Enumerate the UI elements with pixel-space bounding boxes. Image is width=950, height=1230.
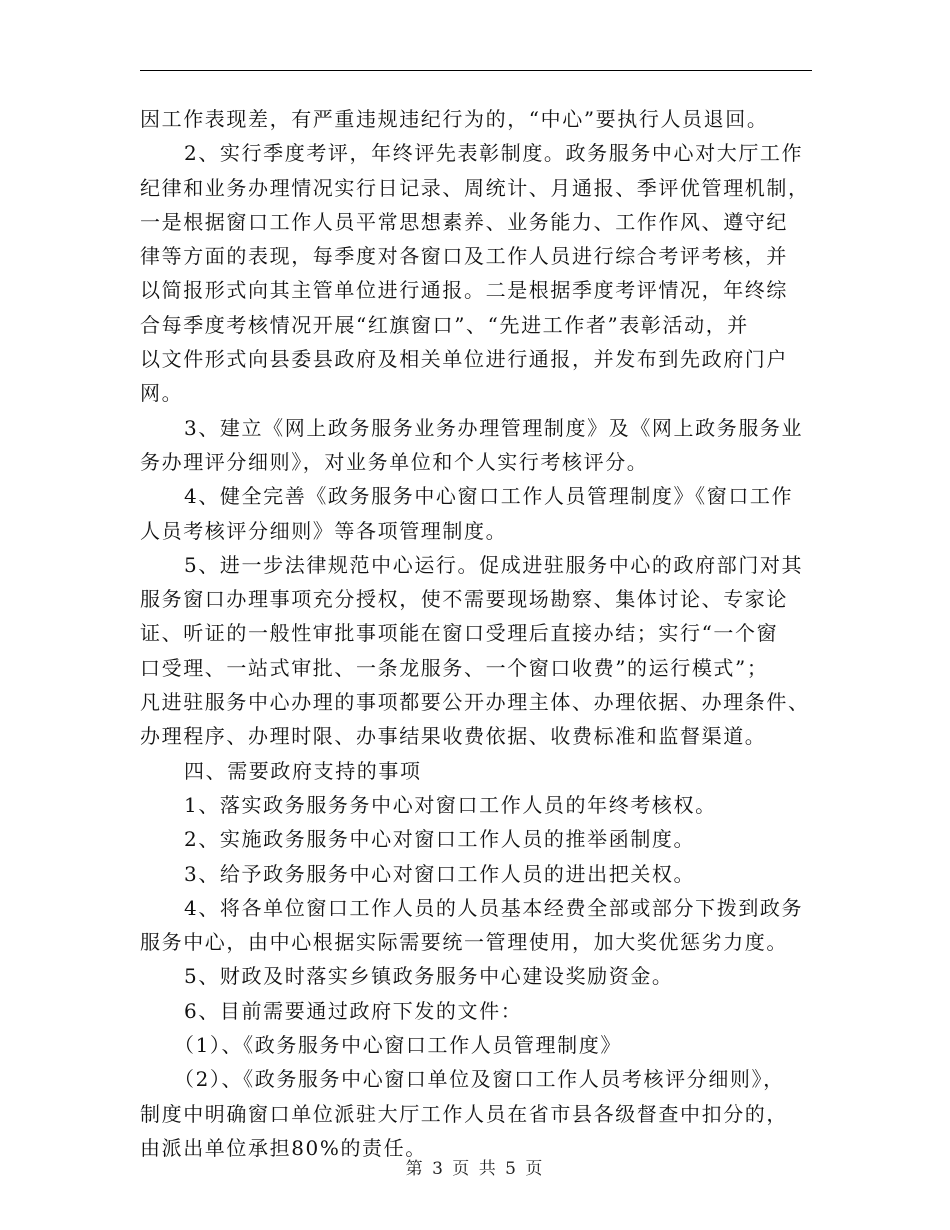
text-line: 5、进一步法律规范中心运行。促成进驻服务中心的政府部门对其 — [184, 552, 804, 577]
text-line: （1）、《政务服务中心窗口工作人员管理制度》 — [174, 1033, 622, 1058]
text-line: （2）、《政务服务中心窗口单位及窗口工作人员考核评分细则》， — [174, 1067, 785, 1092]
text-line: 纪律和业务办理情况实行日记录、周统计、月通报、季评优管理机制， — [140, 175, 810, 200]
text-line: 5、财政及时落实乡镇政务服务中心建设奖励资金。 — [184, 964, 674, 989]
text-line: 4、将各单位窗口工作人员的人员基本经费全部或部分下拨到政务 — [184, 895, 804, 920]
text-line: 以简报形式向其主管单位进行通报。二是根据季度考评情况，年终综 — [140, 278, 788, 303]
text-line: 人员考核评分细则》等各项管理制度。 — [140, 518, 508, 543]
text-line: 因工作表现差，有严重违规违纪行为的，“中心”要执行人员退回。 — [140, 107, 769, 131]
text-line: 证、听证的一般性审批事项能在窗口受理后直接办结；实行“一个窗 — [140, 621, 779, 646]
text-line: 口受理、一站式审批、一条龙服务、一个窗口收费”的运行模式”； — [140, 655, 769, 680]
text-line: 合每季度考核情况开展“红旗窗口”、“先进工作者”表彰活动，并 — [140, 312, 749, 337]
text-line: 服务窗口办理事项充分授权，使不需要现场勘察、集体讨论、专家论 — [140, 587, 788, 612]
text-line: 2、实行季度考评，年终评先表彰制度。政务服务中心对大厅工作 — [184, 141, 804, 166]
text-line: 1、落实政务服务务中心对窗口工作人员的年终考核权。 — [184, 792, 717, 817]
text-line: 务办理评分细则》，对业务单位和个人实行考核评分。 — [140, 449, 649, 474]
header-divider — [140, 70, 812, 71]
text-line: 3、建立《网上政务服务业务办理管理制度》及《网上政务服务业 — [184, 415, 804, 440]
text-line: 4、健全完善《政务服务中心窗口工作人员管理制度》《窗口工作 — [184, 484, 794, 509]
text-line: 网。 — [140, 381, 184, 406]
text-line: 6、目前需要通过政府下发的文件： — [184, 998, 523, 1023]
text-line: 由派出单位承担80%的责任。 — [140, 1135, 427, 1160]
text-line: 服务中心，由中心根据实际需要统一管理使用，加大奖优惩劣力度。 — [140, 930, 788, 955]
text-line: 律等方面的表现，每季度对各窗口及工作人员进行综合考评考核，并 — [140, 244, 788, 269]
text-line: 四、需要政府支持的事项 — [184, 758, 422, 783]
text-line: 办理程序、办理时限、办事结果收费依据、收费标准和监督渠道。 — [140, 724, 767, 749]
text-line: 以文件形式向县委县政府及相关单位进行通报，并发布到先政府门户 — [140, 347, 788, 372]
text-line: 2、实施政务服务中心对窗口工作人员的推举函制度。 — [184, 827, 696, 852]
text-line: 3、给予政务服务中心对窗口工作人员的进出把关权。 — [184, 861, 696, 886]
page-number-footer: 第 3 页 共 5 页 — [405, 1159, 545, 1179]
text-line: 一是根据窗口工作人员平常思想素养、业务能力、工作作风、遵守纪 — [140, 209, 788, 234]
document-body — [140, 102, 830, 1165]
text-line: 制度中明确窗口单位派驻大厅工作人员在省市县各级督查中扣分的， — [140, 1101, 788, 1126]
text-line: 凡进驻服务中心办理的事项都要公开办理主体、办理依据、办理条件、 — [140, 690, 810, 715]
